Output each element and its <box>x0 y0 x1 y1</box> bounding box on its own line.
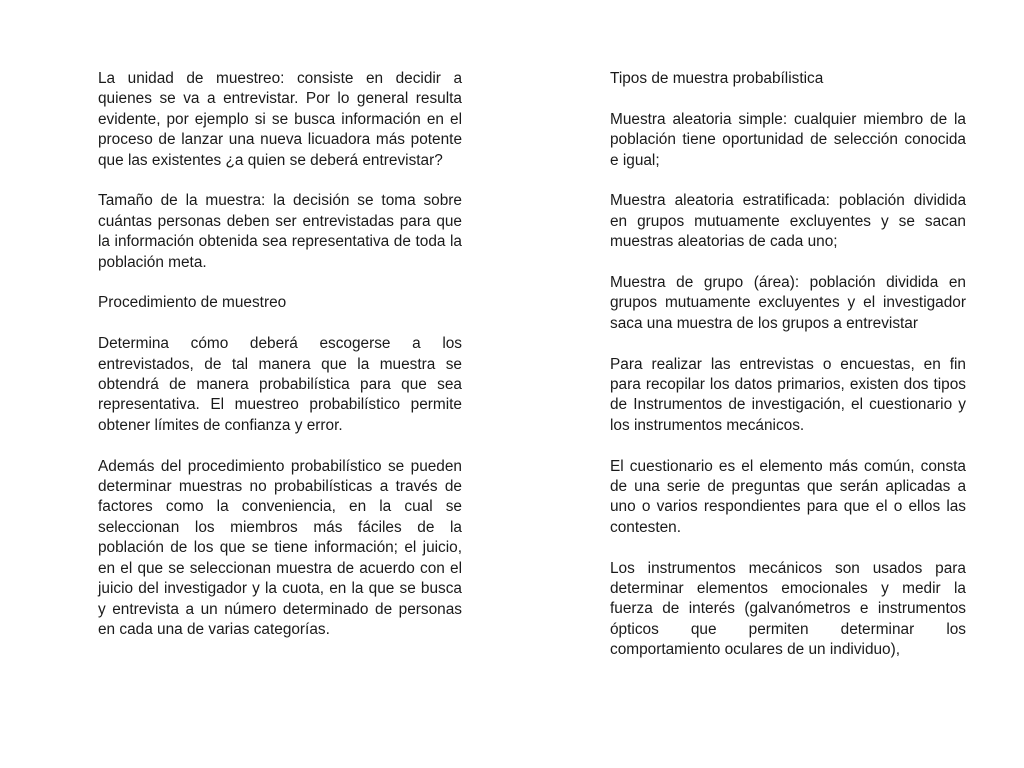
simple-random-paragraph: Muestra aleatoria simple: cualquier miembro de la población tiene oportunidad de selección conocida e igual; <box>610 110 966 169</box>
cluster-sample-paragraph: Muestra de grupo (área): población dividida en grupos mutuamente excluyentes y el investigador saca una muestra de los grupos a entrevistar <box>610 274 966 332</box>
sampling-procedure-heading: Procedimiento de muestreo <box>98 294 287 312</box>
left-column <box>98 69 462 640</box>
right-column <box>610 69 966 661</box>
probabilistic-types-heading: Tipos de muestra probabílistica <box>610 70 824 87</box>
research-instruments-paragraph: Para realizar las entrevistas o encuestas, en fin para recopilar los datos primarios, existen dos tipos de Instrumentos de investigación, el cuestionario y los instrumentos mecánicos. <box>610 355 966 434</box>
non-probabilistic-paragraph: Además del procedimiento probabilístico se pueden determinar muestras no probabilísticas a través de factores como la conveniencia, en la cual se seleccionan los miembros más fáciles de la población de los que se tiene información; el juicio, en el que se seleccionan muestra de acuerdo con el juicio del investigador y la cuota, en la que se busca y entrevista a un número determinado de personas en cada una de varias categorías. <box>98 457 462 638</box>
sampling-unit-paragraph: La unidad de muestreo: consiste en decidir a quienes se va a entrevistar. Por lo general resulta evidente, por ejemplo si se busca información en el proceso de lanzar una nueva licuadora más potente que las existentes ¿a quien se deberá entrevistar? <box>98 70 462 169</box>
mechanical-instruments-paragraph: Los instrumentos mecánicos son usados para determinar elementos emocionales y medir la fuerza de interés (galvanómetros e instrumentos ópticos que permiten determinar los comportamiento oculares de un individuo), <box>610 559 966 659</box>
stratified-random-paragraph: Muestra aleatoria estratificada: población dividida en grupos mutuamente excluyentes y se sacan muestras aleatorias de cada uno; <box>610 192 966 251</box>
questionnaire-paragraph: El cuestionario es el elemento más común, consta de una serie de preguntas que serán aplicadas a uno o varios respondientes para que el o ellos las contesten. <box>610 457 966 536</box>
sample-size-paragraph: Tamaño de la muestra: la decisión se toma sobre cuántas personas deben ser entrevistadas para que la información obtenida sea representativa de toda la población meta. <box>98 192 462 271</box>
sampling-procedure-paragraph: Determina cómo deberá escogerse a los entrevistados, de tal manera que la muestra se obtendrá de manera probabilística para que sea representativa. El muestreo probabilístico permite obtener límites de confianza y error. <box>98 335 462 434</box>
